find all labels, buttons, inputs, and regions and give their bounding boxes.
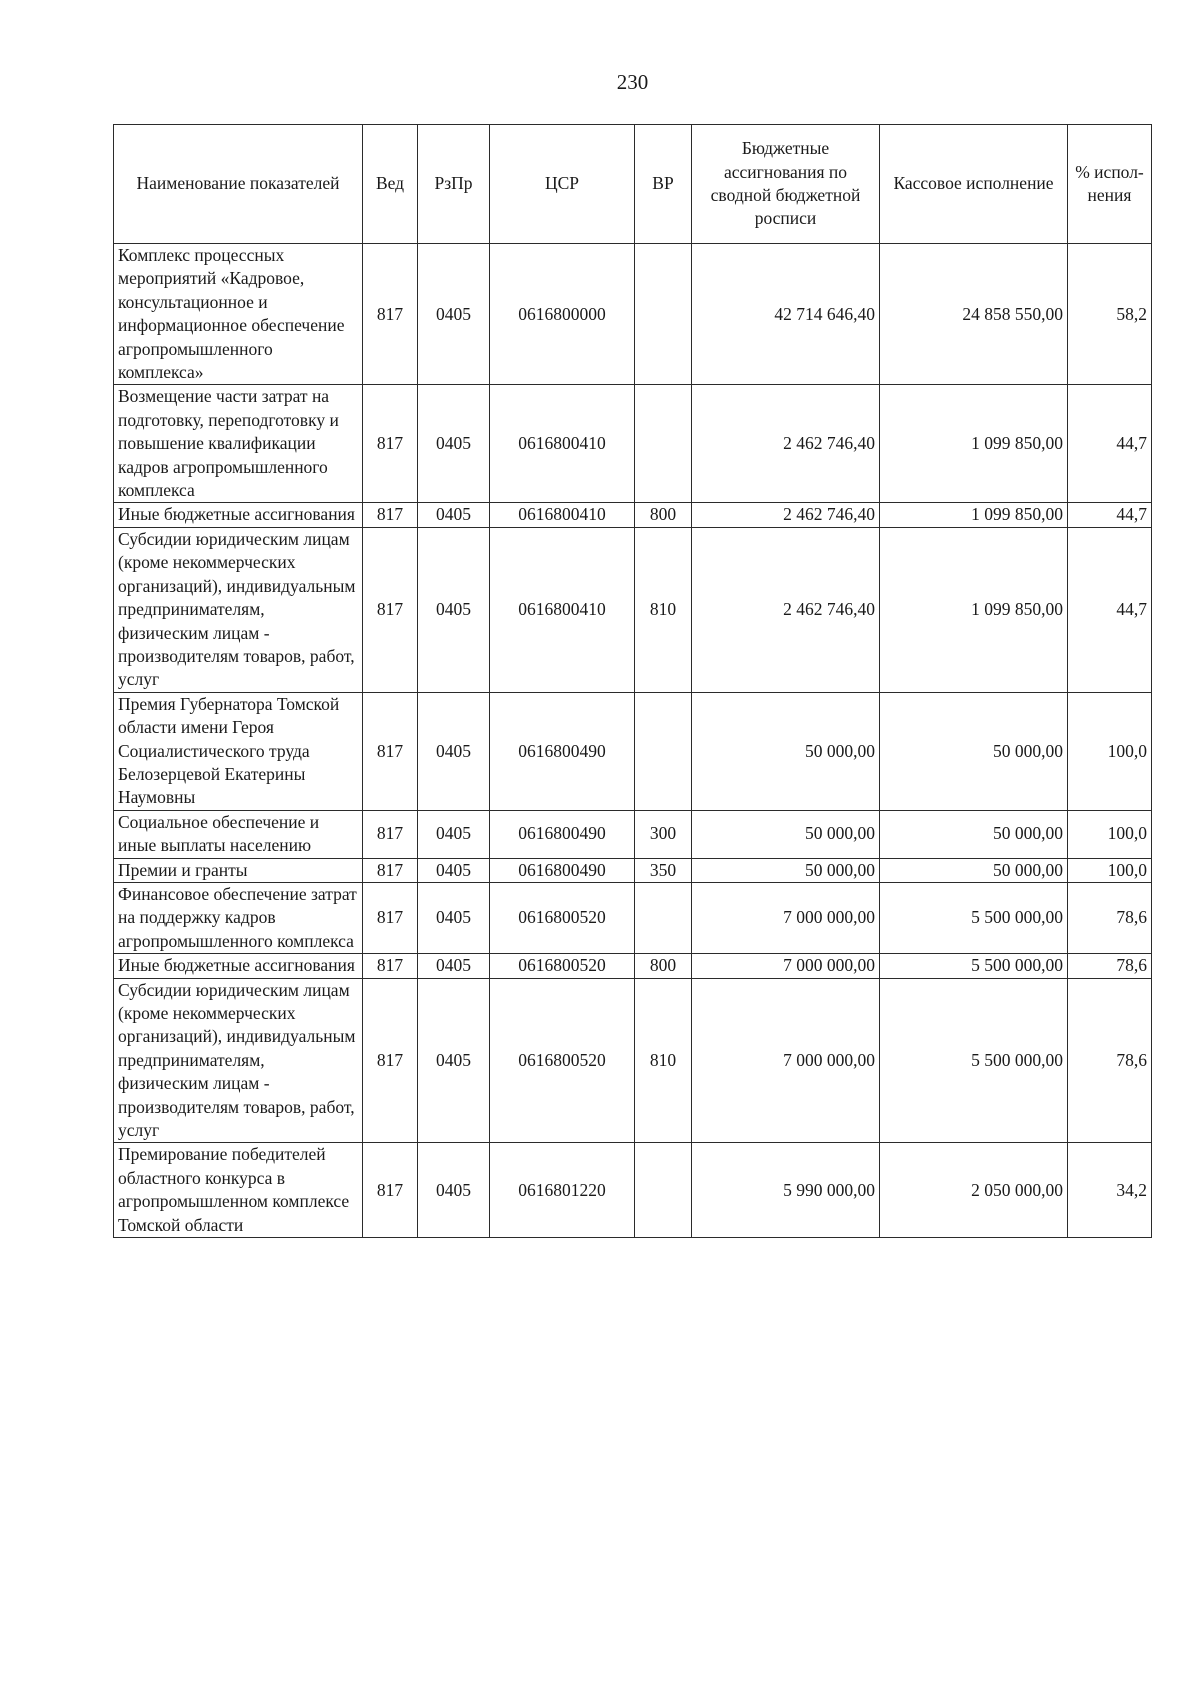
cell-budget-allocations: 5 990 000,00 xyxy=(692,1143,880,1238)
cell-ved: 817 xyxy=(363,692,418,810)
cell-rzpr: 0405 xyxy=(418,1143,490,1238)
cell-vr: 300 xyxy=(635,810,692,858)
cell-vr xyxy=(635,882,692,953)
cell-rzpr: 0405 xyxy=(418,954,490,978)
header-vr: ВР xyxy=(635,125,692,244)
cell-csr: 0616800520 xyxy=(490,882,635,953)
cell-csr: 0616800000 xyxy=(490,244,635,385)
table-row xyxy=(114,954,1152,978)
cell-csr: 0616800410 xyxy=(490,503,635,527)
cell-execution-percent: 34,2 xyxy=(1068,1143,1152,1238)
cell-cash-execution: 1 099 850,00 xyxy=(880,527,1068,692)
header-name: Наименование показателей xyxy=(114,125,363,244)
cell-csr: 0616800520 xyxy=(490,978,635,1143)
cell-rzpr: 0405 xyxy=(418,692,490,810)
cell-budget-allocations: 2 462 746,40 xyxy=(692,385,880,503)
cell-name: Возмещение части затрат на подготовку, переподготовку и повышение квалификации кадров агропромышленного комплекса xyxy=(114,385,363,503)
header-csr: ЦСР xyxy=(490,125,635,244)
cell-execution-percent: 100,0 xyxy=(1068,810,1152,858)
cell-name: Иные бюджетные ассигнования xyxy=(114,503,363,527)
cell-csr: 0616800490 xyxy=(490,858,635,882)
cell-rzpr: 0405 xyxy=(418,385,490,503)
cell-vr xyxy=(635,692,692,810)
cell-name: Комплекс процессных мероприятий «Кадровое, консультационное и информационное обеспечение агропромышленного комплекса» xyxy=(114,244,363,385)
cell-name: Премия Губернатора Томской области имени Героя Социалистического труда Белозерцевой Екатерины Наумовны xyxy=(114,692,363,810)
cell-execution-percent: 44,7 xyxy=(1068,503,1152,527)
cell-ved: 817 xyxy=(363,810,418,858)
header-ved: Вед xyxy=(363,125,418,244)
cell-budget-allocations: 7 000 000,00 xyxy=(692,882,880,953)
cell-ved: 817 xyxy=(363,882,418,953)
cell-cash-execution: 2 050 000,00 xyxy=(880,1143,1068,1238)
cell-vr xyxy=(635,244,692,385)
header-budget-allocations: Бюджетные ассигнования по сводной бюджетной росписи xyxy=(692,125,880,244)
cell-csr: 0616800490 xyxy=(490,810,635,858)
table-row xyxy=(114,244,1152,385)
table-row xyxy=(114,882,1152,953)
cell-csr: 0616800410 xyxy=(490,385,635,503)
cell-csr: 0616801220 xyxy=(490,1143,635,1238)
cell-csr: 0616800410 xyxy=(490,527,635,692)
budget-execution-table xyxy=(113,124,1152,1238)
cell-name: Субсидии юридическим лицам (кроме некоммерческих организаций), индивидуальным предпринимателям, физическим лицам - производителям товаров, работ, услуг xyxy=(114,978,363,1143)
cell-vr: 810 xyxy=(635,527,692,692)
cell-name: Социальное обеспечение и иные выплаты населению xyxy=(114,810,363,858)
table-row xyxy=(114,1143,1152,1238)
cell-budget-allocations: 50 000,00 xyxy=(692,692,880,810)
cell-ved: 817 xyxy=(363,858,418,882)
cell-execution-percent: 78,6 xyxy=(1068,882,1152,953)
cell-name: Иные бюджетные ассигнования xyxy=(114,954,363,978)
cell-name: Премирование победителей областного конкурса в агропромышленном комплексе Томской области xyxy=(114,1143,363,1238)
cell-execution-percent: 44,7 xyxy=(1068,527,1152,692)
cell-cash-execution: 5 500 000,00 xyxy=(880,882,1068,953)
cell-cash-execution: 1 099 850,00 xyxy=(880,385,1068,503)
cell-vr: 350 xyxy=(635,858,692,882)
cell-rzpr: 0405 xyxy=(418,978,490,1143)
cell-rzpr: 0405 xyxy=(418,503,490,527)
cell-rzpr: 0405 xyxy=(418,858,490,882)
cell-budget-allocations: 50 000,00 xyxy=(692,810,880,858)
cell-cash-execution: 50 000,00 xyxy=(880,692,1068,810)
cell-ved: 817 xyxy=(363,527,418,692)
cell-budget-allocations: 2 462 746,40 xyxy=(692,503,880,527)
cell-rzpr: 0405 xyxy=(418,527,490,692)
cell-budget-allocations: 2 462 746,40 xyxy=(692,527,880,692)
table-row xyxy=(114,692,1152,810)
cell-rzpr: 0405 xyxy=(418,810,490,858)
cell-execution-percent: 100,0 xyxy=(1068,858,1152,882)
cell-csr: 0616800490 xyxy=(490,692,635,810)
cell-ved: 817 xyxy=(363,503,418,527)
table-row xyxy=(114,978,1152,1143)
cell-execution-percent: 44,7 xyxy=(1068,385,1152,503)
cell-csr: 0616800520 xyxy=(490,954,635,978)
cell-execution-percent: 78,6 xyxy=(1068,954,1152,978)
cell-rzpr: 0405 xyxy=(418,244,490,385)
table-row xyxy=(114,385,1152,503)
cell-vr xyxy=(635,385,692,503)
cell-execution-percent: 78,6 xyxy=(1068,978,1152,1143)
cell-ved: 817 xyxy=(363,244,418,385)
table-row xyxy=(114,858,1152,882)
cell-cash-execution: 50 000,00 xyxy=(880,858,1068,882)
cell-vr: 810 xyxy=(635,978,692,1143)
table-body xyxy=(114,244,1152,1238)
cell-budget-allocations: 7 000 000,00 xyxy=(692,978,880,1143)
table-header xyxy=(114,125,1152,244)
cell-ved: 817 xyxy=(363,1143,418,1238)
page-number: 230 xyxy=(616,70,649,94)
cell-cash-execution: 5 500 000,00 xyxy=(880,978,1068,1143)
cell-execution-percent: 58,2 xyxy=(1068,244,1152,385)
cell-cash-execution: 5 500 000,00 xyxy=(880,954,1068,978)
table-row xyxy=(114,503,1152,527)
cell-budget-allocations: 7 000 000,00 xyxy=(692,954,880,978)
cell-ved: 817 xyxy=(363,385,418,503)
cell-cash-execution: 1 099 850,00 xyxy=(880,503,1068,527)
cell-name: Финансовое обеспечение затрат на поддержку кадров агропромышленного комплекса xyxy=(114,882,363,953)
header-row xyxy=(114,125,1152,244)
cell-vr: 800 xyxy=(635,503,692,527)
header-cash-execution: Кассовое исполнение xyxy=(880,125,1068,244)
table-row xyxy=(114,527,1152,692)
header-rzpr: РзПр xyxy=(418,125,490,244)
cell-cash-execution: 50 000,00 xyxy=(880,810,1068,858)
cell-vr: 800 xyxy=(635,954,692,978)
cell-rzpr: 0405 xyxy=(418,882,490,953)
cell-cash-execution: 24 858 550,00 xyxy=(880,244,1068,385)
cell-budget-allocations: 42 714 646,40 xyxy=(692,244,880,385)
cell-name: Субсидии юридическим лицам (кроме некоммерческих организаций), индивидуальным предпринимателям, физическим лицам - производителям товаров, работ, услуг xyxy=(114,527,363,692)
cell-execution-percent: 100,0 xyxy=(1068,692,1152,810)
cell-budget-allocations: 50 000,00 xyxy=(692,858,880,882)
cell-vr xyxy=(635,1143,692,1238)
cell-ved: 817 xyxy=(363,954,418,978)
cell-name: Премии и гранты xyxy=(114,858,363,882)
cell-ved: 817 xyxy=(363,978,418,1143)
header-execution-percent: % испол-нения xyxy=(1068,125,1152,244)
table-row xyxy=(114,810,1152,858)
